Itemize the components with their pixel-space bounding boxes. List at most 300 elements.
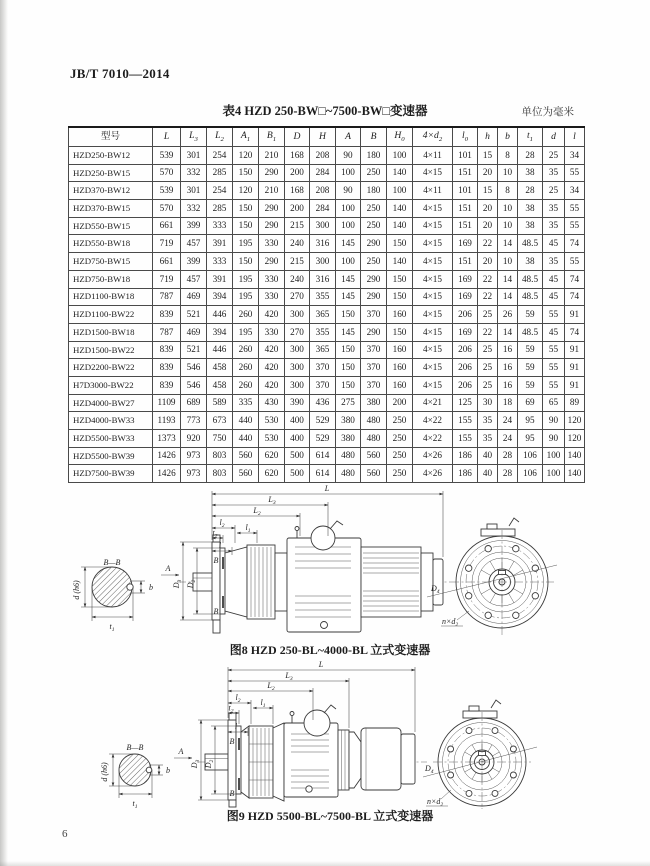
unit-note: 单位为毫米 [521, 107, 574, 118]
value-cell: 195 [233, 235, 259, 253]
value-cell: 35 [543, 217, 565, 235]
value-cell: 140 [387, 253, 413, 271]
column-header: $l_0$ [453, 127, 478, 147]
value-cell: 458 [207, 376, 233, 394]
value-cell: 380 [361, 394, 387, 412]
value-cell: 151 [453, 200, 478, 218]
value-cell: 570 [153, 164, 181, 182]
value-cell: 787 [153, 288, 181, 306]
fig8-label-L: L [324, 484, 330, 493]
value-cell: 10 [498, 217, 518, 235]
value-cell: 400 [285, 430, 310, 448]
fig8-label-t2: $t_2$ [212, 528, 218, 540]
value-cell: 614 [310, 447, 336, 465]
value-cell: 169 [453, 323, 478, 341]
value-cell: 15 [478, 147, 498, 165]
value-cell: 240 [285, 235, 310, 253]
value-cell: 330 [259, 323, 285, 341]
value-cell: 546 [181, 359, 207, 377]
value-cell: 521 [181, 306, 207, 324]
value-cell: 300 [310, 253, 336, 271]
value-cell: 25 [478, 376, 498, 394]
model-cell: HZD1100-BW22 [69, 306, 153, 324]
value-cell: 28 [518, 147, 543, 165]
value-cell: 150 [233, 200, 259, 218]
fig8-label-l2: $l_2$ [219, 518, 225, 529]
value-cell: 260 [233, 376, 259, 394]
value-cell: 38 [518, 164, 543, 182]
value-cell: 457 [181, 235, 207, 253]
fig8-label-b: b [149, 583, 153, 592]
value-cell: 120 [565, 412, 585, 430]
value-cell: 186 [453, 447, 478, 465]
value-cell: 620 [259, 447, 285, 465]
fig8-label-B-bottom: B [213, 607, 219, 616]
value-cell: 101 [453, 182, 478, 200]
value-cell: 4×15 [413, 376, 453, 394]
value-cell: 420 [259, 341, 285, 359]
value-cell: 4×15 [413, 235, 453, 253]
table-row [69, 235, 585, 253]
table-row [69, 447, 585, 465]
table-row [69, 288, 585, 306]
table-wrapper [68, 126, 585, 483]
value-cell: 55 [565, 200, 585, 218]
value-cell: 55 [543, 341, 565, 359]
model-cell: HZD550-BW18 [69, 235, 153, 253]
value-cell: 90 [336, 182, 361, 200]
value-cell: 206 [453, 341, 478, 359]
column-header: $4\times d_2$ [413, 127, 453, 147]
value-cell: 1426 [153, 465, 181, 483]
header-row [69, 127, 585, 147]
table-row [69, 306, 585, 324]
figure8-drawing [65, 483, 585, 648]
value-cell: 59 [518, 341, 543, 359]
fig9-label-L2: $L_2$ [267, 681, 275, 692]
value-cell: 48.5 [518, 235, 543, 253]
value-cell: 150 [233, 164, 259, 182]
value-cell: 74 [565, 270, 585, 288]
value-cell: 74 [565, 288, 585, 306]
value-cell: 151 [453, 253, 478, 271]
fig9-label-l: l [234, 722, 238, 731]
value-cell: 275 [336, 394, 361, 412]
value-cell: 1109 [153, 394, 181, 412]
value-cell: 106 [518, 447, 543, 465]
value-cell: 24 [498, 430, 518, 448]
value-cell: 25 [543, 182, 565, 200]
fig9-label-b: b [166, 766, 170, 775]
fig8-label-A: A [165, 564, 171, 573]
value-cell: 260 [233, 306, 259, 324]
value-cell: 420 [259, 359, 285, 377]
value-cell: 446 [207, 306, 233, 324]
value-cell: 25 [478, 306, 498, 324]
model-cell: HZD250-BW15 [69, 164, 153, 182]
value-cell: 151 [453, 217, 478, 235]
value-cell: 560 [233, 447, 259, 465]
value-cell: 250 [387, 465, 413, 483]
value-cell: 529 [310, 412, 336, 430]
value-cell: 151 [453, 164, 478, 182]
fig9-view-arrow-a [174, 747, 192, 758]
fig8-label-L2: $L_2$ [253, 506, 261, 517]
value-cell: 458 [207, 359, 233, 377]
value-cell: 35 [543, 164, 565, 182]
value-cell: 210 [259, 182, 285, 200]
fig8-view-arrow-a [161, 564, 179, 575]
value-cell: 48.5 [518, 288, 543, 306]
value-cell: 300 [285, 306, 310, 324]
value-cell: 4×26 [413, 447, 453, 465]
value-cell: 332 [181, 164, 207, 182]
value-cell: 469 [181, 323, 207, 341]
value-cell: 55 [543, 306, 565, 324]
value-cell: 34 [565, 147, 585, 165]
fig8-label-t1: $t_1$ [109, 622, 115, 633]
value-cell: 300 [285, 359, 310, 377]
value-cell: 399 [181, 217, 207, 235]
value-cell: 206 [453, 306, 478, 324]
value-cell: 55 [543, 359, 565, 377]
value-cell: 22 [478, 270, 498, 288]
value-cell: 101 [453, 147, 478, 165]
standard-code: JB/T 7010—2014 [70, 66, 170, 81]
value-cell: 300 [285, 341, 310, 359]
value-cell: 4×15 [413, 306, 453, 324]
value-cell: 100 [336, 217, 361, 235]
value-cell: 436 [310, 394, 336, 412]
value-cell: 200 [285, 164, 310, 182]
table-row [69, 341, 585, 359]
table-row [69, 323, 585, 341]
value-cell: 180 [361, 147, 387, 165]
value-cell: 719 [153, 235, 181, 253]
value-cell: 480 [336, 465, 361, 483]
value-cell: 4×22 [413, 430, 453, 448]
value-cell: 250 [361, 217, 387, 235]
value-cell: 100 [336, 164, 361, 182]
value-cell: 240 [285, 270, 310, 288]
value-cell: 35 [478, 430, 498, 448]
value-cell: 290 [259, 200, 285, 218]
fig9-label-t2: $t_2$ [228, 703, 234, 715]
value-cell: 750 [207, 430, 233, 448]
value-cell: 35 [543, 200, 565, 218]
figure9-caption: 图9 HZD 5500-BL~7500-BL 立式变速器 [226, 809, 434, 823]
column-header: $L_2$ [207, 127, 233, 147]
value-cell: 215 [285, 253, 310, 271]
table-row [69, 359, 585, 377]
table-row [69, 164, 585, 182]
value-cell: 689 [181, 394, 207, 412]
value-cell: 661 [153, 217, 181, 235]
value-cell: 20 [478, 253, 498, 271]
value-cell: 620 [259, 465, 285, 483]
value-cell: 250 [387, 447, 413, 465]
value-cell: 380 [336, 412, 361, 430]
value-cell: 4×11 [413, 182, 453, 200]
fig8-label-l: l [218, 541, 222, 550]
value-cell: 4×22 [413, 412, 453, 430]
value-cell: 254 [207, 147, 233, 165]
value-cell: 539 [153, 182, 181, 200]
value-cell: 920 [181, 430, 207, 448]
model-cell: HZD1500-BW18 [69, 323, 153, 341]
page-number: 6 [62, 828, 68, 840]
value-cell: 59 [518, 376, 543, 394]
value-cell: 22 [478, 323, 498, 341]
dimension-table [68, 126, 585, 483]
value-cell: 285 [207, 200, 233, 218]
fig9-flange-view [423, 700, 537, 809]
value-cell: 839 [153, 306, 181, 324]
value-cell: 300 [310, 217, 336, 235]
value-cell: 106 [518, 465, 543, 483]
value-cell: 40 [478, 465, 498, 483]
value-cell: 10 [498, 164, 518, 182]
fig9-label-D3: $D_3$ [190, 759, 201, 769]
value-cell: 208 [310, 147, 336, 165]
value-cell: 330 [259, 288, 285, 306]
column-header: B [361, 127, 387, 147]
value-cell: 250 [361, 200, 387, 218]
value-cell: 14 [498, 270, 518, 288]
value-cell: 270 [285, 323, 310, 341]
fig9-label-l1: $l_1$ [260, 698, 266, 709]
column-header: L [153, 127, 181, 147]
value-cell: 973 [181, 447, 207, 465]
value-cell: 100 [543, 447, 565, 465]
value-cell: 290 [361, 235, 387, 253]
fig9-label-D2: $D_2$ [204, 759, 215, 769]
value-cell: 34 [565, 182, 585, 200]
value-cell: 300 [285, 376, 310, 394]
value-cell: 4×15 [413, 200, 453, 218]
value-cell: 719 [153, 270, 181, 288]
value-cell: 365 [310, 306, 336, 324]
value-cell: 355 [310, 323, 336, 341]
value-cell: 25 [478, 359, 498, 377]
value-cell: 20 [478, 200, 498, 218]
value-cell: 301 [181, 147, 207, 165]
value-cell: 38 [518, 253, 543, 271]
fig9-section-bb [100, 743, 170, 810]
value-cell: 140 [387, 200, 413, 218]
table-row [69, 270, 585, 288]
value-cell: 169 [453, 235, 478, 253]
table-row [69, 412, 585, 430]
value-cell: 150 [387, 270, 413, 288]
value-cell: 215 [285, 217, 310, 235]
value-cell: 370 [361, 306, 387, 324]
value-cell: 180 [361, 182, 387, 200]
column-header: A [336, 127, 361, 147]
fig8-label-D4: $D_4$ [431, 584, 440, 595]
model-cell: HZD7500-BW39 [69, 465, 153, 483]
value-cell: 803 [207, 465, 233, 483]
column-header: D [285, 127, 310, 147]
value-cell: 4×21 [413, 394, 453, 412]
value-cell: 160 [387, 341, 413, 359]
value-cell: 370 [310, 359, 336, 377]
value-cell: 28 [518, 182, 543, 200]
value-cell: 120 [233, 182, 259, 200]
fig9-label-B-bottom: B [229, 789, 235, 798]
value-cell: 145 [336, 235, 361, 253]
value-cell: 529 [310, 430, 336, 448]
value-cell: 370 [361, 376, 387, 394]
column-header: b [498, 127, 518, 147]
value-cell: 1426 [153, 447, 181, 465]
fig9-label-d-h6: d (h6) [100, 762, 109, 782]
value-cell: 45 [543, 270, 565, 288]
value-cell: 400 [285, 412, 310, 430]
value-cell: 4×11 [413, 147, 453, 165]
table-row [69, 182, 585, 200]
fig9-label-B-top: B [229, 737, 235, 746]
fig8-label-l1: $l_1$ [245, 523, 251, 534]
value-cell: 330 [259, 235, 285, 253]
value-cell: 45 [543, 288, 565, 306]
value-cell: 290 [259, 253, 285, 271]
value-cell: 95 [518, 430, 543, 448]
value-cell: 4×15 [413, 341, 453, 359]
value-cell: 530 [259, 412, 285, 430]
value-cell: 420 [259, 376, 285, 394]
value-cell: 91 [565, 341, 585, 359]
value-cell: 91 [565, 376, 585, 394]
fig8-label-B-top: B [213, 556, 219, 565]
fig8-shaft-section [92, 567, 132, 607]
value-cell: 160 [387, 376, 413, 394]
value-cell: 125 [453, 394, 478, 412]
value-cell: 160 [387, 359, 413, 377]
value-cell: 365 [310, 341, 336, 359]
value-cell: 440 [233, 430, 259, 448]
value-cell: 150 [336, 306, 361, 324]
column-header: $B_1$ [259, 127, 285, 147]
fig9-label-L3: $L_3$ [285, 671, 293, 682]
value-cell: 145 [336, 270, 361, 288]
value-cell: 457 [181, 270, 207, 288]
value-cell: 22 [478, 288, 498, 306]
fig8-label-D2: $D_2$ [186, 579, 197, 589]
column-header: H [310, 127, 336, 147]
value-cell: 250 [387, 430, 413, 448]
column-header: $t_1$ [518, 127, 543, 147]
value-cell: 100 [336, 253, 361, 271]
model-cell: HZD1500-BW22 [69, 341, 153, 359]
value-cell: 155 [453, 412, 478, 430]
value-cell: 150 [336, 359, 361, 377]
fig8-label-nxd2: $n\times d_2$ [442, 617, 459, 628]
value-cell: 394 [207, 323, 233, 341]
value-cell: 270 [285, 288, 310, 306]
value-cell: 440 [233, 412, 259, 430]
model-cell: HZD250-BW12 [69, 147, 153, 165]
fig8-flange-view [427, 518, 557, 635]
model-cell: HZD2200-BW22 [69, 359, 153, 377]
value-cell: 370 [361, 359, 387, 377]
value-cell: 589 [207, 394, 233, 412]
fig8-section-bb [72, 558, 153, 633]
value-cell: 45 [543, 323, 565, 341]
value-cell: 301 [181, 182, 207, 200]
fig8-label-L3: $L_3$ [268, 495, 276, 506]
value-cell: 48.5 [518, 323, 543, 341]
value-cell: 394 [207, 288, 233, 306]
table-row [69, 217, 585, 235]
value-cell: 4×15 [413, 323, 453, 341]
value-cell: 250 [361, 164, 387, 182]
value-cell: 150 [387, 235, 413, 253]
model-cell: H7D3000-BW22 [69, 376, 153, 394]
value-cell: 839 [153, 341, 181, 359]
value-cell: 390 [285, 394, 310, 412]
value-cell: 260 [233, 359, 259, 377]
value-cell: 90 [543, 430, 565, 448]
column-header: $A_1$ [233, 127, 259, 147]
value-cell: 18 [498, 394, 518, 412]
value-cell: 290 [361, 270, 387, 288]
value-cell: 480 [361, 430, 387, 448]
value-cell: 30 [478, 394, 498, 412]
value-cell: 290 [361, 323, 387, 341]
value-cell: 206 [453, 359, 478, 377]
value-cell: 195 [233, 288, 259, 306]
value-cell: 69 [518, 394, 543, 412]
value-cell: 4×15 [413, 217, 453, 235]
model-cell: HZD750-BW15 [69, 253, 153, 271]
column-header: h [478, 127, 498, 147]
value-cell: 284 [310, 164, 336, 182]
value-cell: 55 [565, 217, 585, 235]
value-cell: 391 [207, 235, 233, 253]
value-cell: 150 [387, 323, 413, 341]
value-cell: 90 [543, 412, 565, 430]
value-cell: 155 [453, 430, 478, 448]
value-cell: 4×15 [413, 270, 453, 288]
figure8-caption: 图8 HZD 250-BL~4000-BL 立式变速器 [229, 643, 431, 657]
value-cell: 16 [498, 359, 518, 377]
value-cell: 120 [565, 430, 585, 448]
value-cell: 560 [361, 447, 387, 465]
fig8-keyway [127, 584, 133, 590]
table-row [69, 394, 585, 412]
model-cell: HZD4000-BW33 [69, 412, 153, 430]
column-header: d [543, 127, 565, 147]
value-cell: 773 [181, 412, 207, 430]
value-cell: 140 [387, 164, 413, 182]
value-cell: 316 [310, 235, 336, 253]
model-cell: HZD370-BW15 [69, 200, 153, 218]
fig9-label-l2: $l_2$ [235, 693, 241, 704]
column-header: $H_0$ [387, 127, 413, 147]
fig8-section-label: B—B [103, 558, 121, 567]
fig9-label-L: L [318, 660, 324, 669]
value-cell: 95 [518, 412, 543, 430]
table-row [69, 430, 585, 448]
value-cell: 38 [518, 217, 543, 235]
value-cell: 469 [181, 288, 207, 306]
value-cell: 1373 [153, 430, 181, 448]
table-row [69, 200, 585, 218]
figure9-drawing [65, 658, 585, 810]
value-cell: 140 [387, 217, 413, 235]
value-cell: 38 [518, 200, 543, 218]
